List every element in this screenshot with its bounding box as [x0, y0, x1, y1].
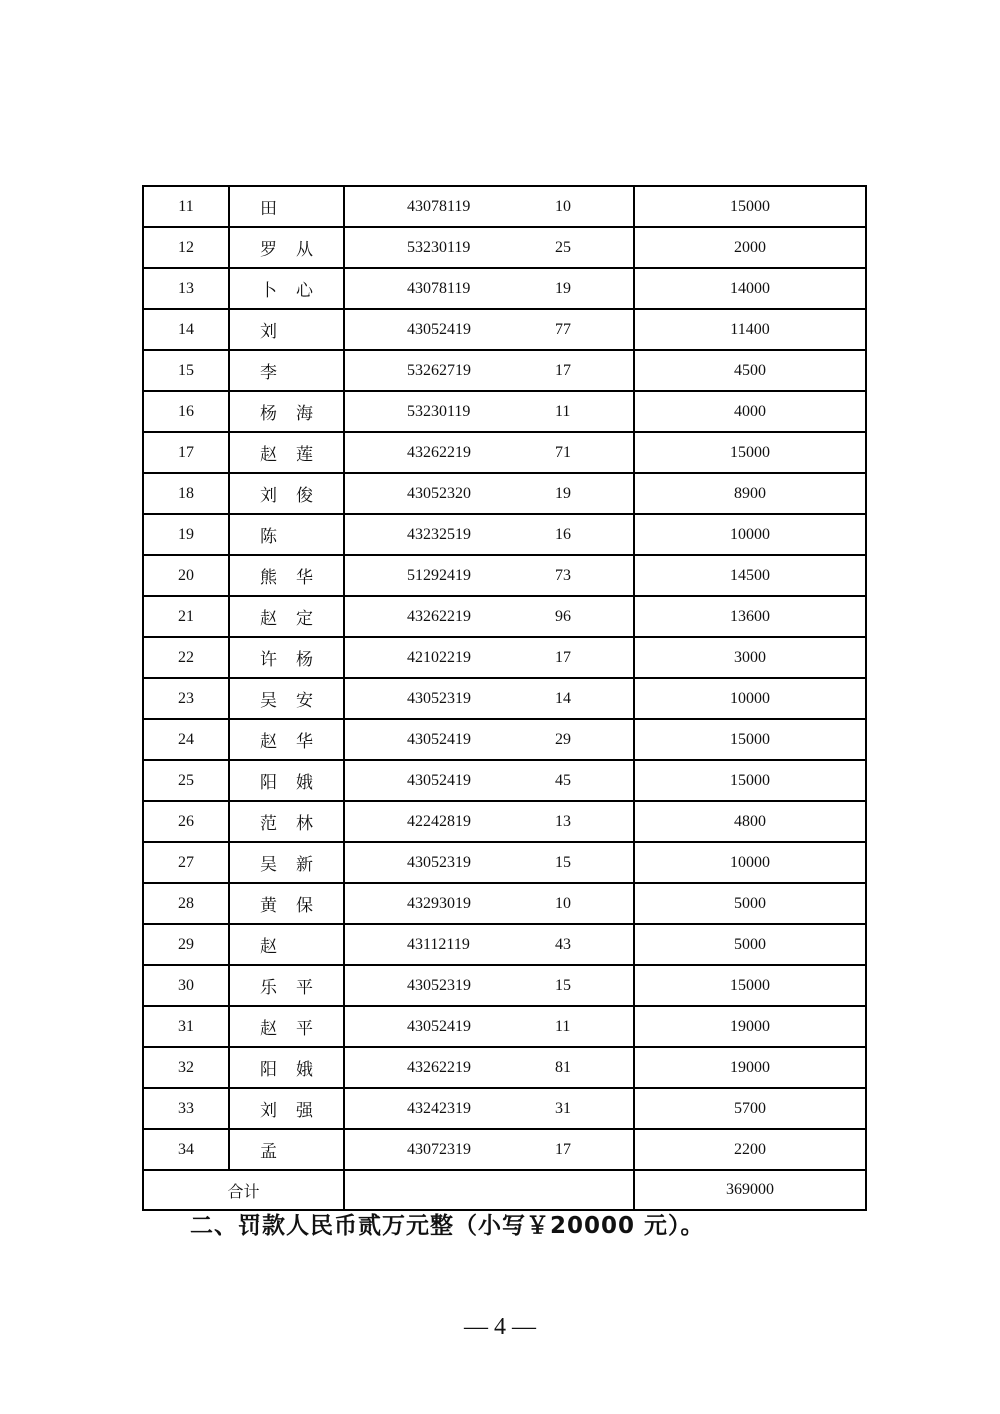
id-suffix: 29: [555, 730, 571, 748]
name-char: 赵: [260, 445, 277, 465]
table-row: [143, 1088, 866, 1129]
redaction-gap: [483, 719, 555, 760]
id-number: 53230119: [407, 238, 471, 256]
name-char: 刘: [260, 322, 277, 342]
amount: 8900: [634, 473, 866, 514]
id-age-cell: [344, 637, 634, 678]
person-name: [229, 596, 344, 637]
total-amount: 369000: [634, 1170, 866, 1210]
id-suffix: 15: [555, 976, 571, 994]
amount: 10000: [634, 514, 866, 555]
table-row: [143, 227, 866, 268]
name-char: 华: [296, 568, 313, 588]
redaction-gap: [483, 1088, 555, 1129]
id-number: 43262219: [407, 443, 471, 461]
total-label: 合计: [143, 1170, 344, 1210]
row-number: 25: [143, 760, 229, 801]
amount: 4500: [634, 350, 866, 391]
table-row: [143, 1006, 866, 1047]
redaction-gap: [483, 514, 555, 555]
name-char: 乐: [260, 978, 277, 998]
name-char: 刘: [260, 1101, 277, 1121]
table-row: [143, 1047, 866, 1088]
person-name: [229, 965, 344, 1006]
name-char: 莲: [296, 445, 313, 465]
person-name: [229, 350, 344, 391]
table-row: [143, 1129, 866, 1170]
id-age-cell: [344, 1047, 634, 1088]
name-char: 黄: [260, 896, 277, 916]
id-suffix: 71: [555, 443, 571, 461]
fine-statement: 二、罚款人民币贰万元整（小写￥20000 元）。: [190, 1213, 705, 1239]
id-suffix: 15: [555, 853, 571, 871]
amount: 19000: [634, 1006, 866, 1047]
id-age-cell: [344, 965, 634, 1006]
redaction-gap: [483, 842, 555, 883]
redaction-gap: [483, 678, 555, 719]
row-number: 23: [143, 678, 229, 719]
id-age-cell: [344, 801, 634, 842]
amount: 14500: [634, 555, 866, 596]
redaction-gap: [483, 555, 555, 596]
id-suffix: 13: [555, 812, 571, 830]
name-char: 罗: [260, 240, 277, 260]
id-age-cell: [344, 842, 634, 883]
id-suffix: 17: [555, 1140, 571, 1158]
amount: 15000: [634, 432, 866, 473]
row-number: 14: [143, 309, 229, 350]
id-number: 51292419: [407, 566, 471, 584]
id-number: 43052419: [407, 320, 471, 338]
name-char: 华: [296, 732, 313, 752]
table-row: [143, 637, 866, 678]
id-number: 43242319: [407, 1099, 471, 1117]
name-char: 赵: [260, 937, 277, 957]
id-age-cell: [344, 514, 634, 555]
name-char: 娥: [296, 773, 313, 793]
table-row: [143, 965, 866, 1006]
redaction-gap: [483, 350, 555, 391]
id-number: 43262219: [407, 607, 471, 625]
table-row: [143, 555, 866, 596]
id-number: 43078119: [407, 279, 471, 297]
id-number: 43052419: [407, 1017, 471, 1035]
id-suffix: 19: [555, 279, 571, 297]
id-number: 43052319: [407, 976, 471, 994]
id-number: 53262719: [407, 361, 471, 379]
name-char: 赵: [260, 1019, 277, 1039]
redaction-gap: [483, 637, 555, 678]
id-age-cell: [344, 924, 634, 965]
name-char: 心: [296, 281, 313, 301]
id-suffix: 31: [555, 1099, 571, 1117]
page-number: — 4 —: [464, 1314, 536, 1340]
id-age-cell: [344, 391, 634, 432]
person-name: [229, 678, 344, 719]
row-number: 28: [143, 883, 229, 924]
name-char: 强: [296, 1101, 313, 1121]
row-number: 12: [143, 227, 229, 268]
row-number: 22: [143, 637, 229, 678]
redaction-gap: [483, 227, 555, 268]
penalty-table: [142, 185, 867, 1211]
amount: 15000: [634, 186, 866, 227]
id-number: 43072319: [407, 1140, 471, 1158]
id-age-cell: [344, 473, 634, 514]
name-char: 卜: [260, 281, 277, 301]
name-char: 田: [260, 199, 277, 219]
name-char: 安: [296, 691, 313, 711]
name-char: 新: [296, 855, 313, 875]
id-number: 43052419: [407, 730, 471, 748]
person-name: [229, 1088, 344, 1129]
row-number: 13: [143, 268, 229, 309]
table-row: [143, 883, 866, 924]
id-number: 43052419: [407, 771, 471, 789]
id-number: 43052319: [407, 853, 471, 871]
redaction-gap: [483, 801, 555, 842]
row-number: 11: [143, 186, 229, 227]
table-body: [143, 186, 866, 1170]
amount: 19000: [634, 1047, 866, 1088]
id-suffix: 19: [555, 484, 571, 502]
id-age-cell: [344, 1129, 634, 1170]
id-number: 43232519: [407, 525, 471, 543]
person-name: [229, 760, 344, 801]
id-number: 53230119: [407, 402, 471, 420]
amount: 3000: [634, 637, 866, 678]
person-name: [229, 719, 344, 760]
id-number: 42242819: [407, 812, 471, 830]
row-number: 16: [143, 391, 229, 432]
redaction-gap: [483, 1047, 555, 1088]
name-char: 海: [296, 404, 313, 424]
name-char: 俊: [296, 486, 313, 506]
id-suffix: 16: [555, 525, 571, 543]
person-name: [229, 186, 344, 227]
person-name: [229, 391, 344, 432]
amount: 4000: [634, 391, 866, 432]
amount: 15000: [634, 760, 866, 801]
table-row: [143, 350, 866, 391]
table-row: [143, 801, 866, 842]
person-name: [229, 432, 344, 473]
name-char: 杨: [296, 650, 313, 670]
id-age-cell: [344, 1006, 634, 1047]
id-number: 43052319: [407, 689, 471, 707]
amount: 4800: [634, 801, 866, 842]
name-char: 赵: [260, 732, 277, 752]
id-age-cell: [344, 596, 634, 637]
person-name: [229, 801, 344, 842]
id-age-cell: [344, 268, 634, 309]
table-row: [143, 514, 866, 555]
id-age-cell: [344, 432, 634, 473]
id-suffix: 81: [555, 1058, 571, 1076]
row-number: 15: [143, 350, 229, 391]
name-char: 娥: [296, 1060, 313, 1080]
redaction-gap: [483, 473, 555, 514]
name-char: 孟: [260, 1142, 277, 1162]
name-char: 李: [260, 363, 277, 383]
name-char: 平: [296, 1019, 313, 1039]
id-age-cell: [344, 1088, 634, 1129]
redaction-gap: [483, 596, 555, 637]
row-number: 29: [143, 924, 229, 965]
person-name: [229, 842, 344, 883]
name-char: 范: [260, 814, 277, 834]
row-number: 24: [143, 719, 229, 760]
amount: 14000: [634, 268, 866, 309]
name-char: 从: [296, 240, 313, 260]
person-name: [229, 1047, 344, 1088]
person-name: [229, 268, 344, 309]
id-age-cell: [344, 760, 634, 801]
table-row: [143, 596, 866, 637]
id-suffix: 14: [555, 689, 571, 707]
row-number: 21: [143, 596, 229, 637]
table-row: [143, 760, 866, 801]
person-name: [229, 1006, 344, 1047]
amount: 15000: [634, 719, 866, 760]
amount: 11400: [634, 309, 866, 350]
redaction-gap: [483, 391, 555, 432]
id-number: 43262219: [407, 1058, 471, 1076]
id-suffix: 73: [555, 566, 571, 584]
name-char: 陈: [260, 527, 277, 547]
amount: 13600: [634, 596, 866, 637]
redaction-gap: [483, 1129, 555, 1170]
id-number: 43078119: [407, 197, 471, 215]
id-suffix: 25: [555, 238, 571, 256]
total-row: [143, 1170, 866, 1210]
id-suffix: 10: [555, 894, 571, 912]
id-age-cell: [344, 555, 634, 596]
id-number: 43052320: [407, 484, 471, 502]
row-number: 30: [143, 965, 229, 1006]
person-name: [229, 309, 344, 350]
redaction-gap: [483, 924, 555, 965]
row-number: 27: [143, 842, 229, 883]
row-number: 33: [143, 1088, 229, 1129]
table-row: [143, 924, 866, 965]
name-char: 吴: [260, 855, 277, 875]
name-char: 熊: [260, 568, 277, 588]
name-char: 刘: [260, 486, 277, 506]
redaction-gap: [483, 965, 555, 1006]
amount: 2000: [634, 227, 866, 268]
row-number: 26: [143, 801, 229, 842]
redaction-gap: [483, 268, 555, 309]
redaction-gap: [483, 309, 555, 350]
name-char: 定: [296, 609, 313, 629]
id-suffix: 10: [555, 197, 571, 215]
person-name: [229, 514, 344, 555]
name-char: 平: [296, 978, 313, 998]
table-row: [143, 473, 866, 514]
row-number: 34: [143, 1129, 229, 1170]
table-row: [143, 719, 866, 760]
table-row: [143, 186, 866, 227]
id-suffix: 77: [555, 320, 571, 338]
redaction-gap: [483, 186, 555, 227]
id-age-cell: [344, 186, 634, 227]
redaction-gap: [483, 1006, 555, 1047]
row-number: 20: [143, 555, 229, 596]
id-suffix: 96: [555, 607, 571, 625]
redaction-gap: [483, 760, 555, 801]
id-number: 43112119: [407, 935, 470, 953]
name-char: 吴: [260, 691, 277, 711]
id-age-cell: [344, 227, 634, 268]
table-row: [143, 432, 866, 473]
amount: 2200: [634, 1129, 866, 1170]
table-row: [143, 391, 866, 432]
name-char: 赵: [260, 609, 277, 629]
amount: 5000: [634, 924, 866, 965]
person-name: [229, 227, 344, 268]
row-number: 19: [143, 514, 229, 555]
amount: 15000: [634, 965, 866, 1006]
redaction-gap: [483, 883, 555, 924]
table-row: [143, 842, 866, 883]
name-char: 杨: [260, 404, 277, 424]
table-row: [143, 678, 866, 719]
amount: 5700: [634, 1088, 866, 1129]
id-number: 42102219: [407, 648, 471, 666]
name-char: 保: [296, 896, 313, 916]
id-age-cell: [344, 309, 634, 350]
redaction-gap: [483, 432, 555, 473]
name-char: 阳: [260, 1060, 277, 1080]
id-age-cell: [344, 350, 634, 391]
person-name: [229, 473, 344, 514]
amount: 5000: [634, 883, 866, 924]
table-row: [143, 309, 866, 350]
row-number: 17: [143, 432, 229, 473]
row-number: 31: [143, 1006, 229, 1047]
id-age-cell: [344, 678, 634, 719]
person-name: [229, 883, 344, 924]
id-suffix: 43: [555, 935, 571, 953]
person-name: [229, 637, 344, 678]
id-suffix: 45: [555, 771, 571, 789]
id-suffix: 11: [555, 402, 571, 420]
person-name: [229, 555, 344, 596]
id-age-cell: [344, 719, 634, 760]
name-char: 许: [260, 650, 277, 670]
table-row: [143, 268, 866, 309]
id-suffix: 17: [555, 648, 571, 666]
row-number: 32: [143, 1047, 229, 1088]
id-suffix: 11: [555, 1017, 571, 1035]
total-empty-cell: [344, 1170, 634, 1210]
name-char: 阳: [260, 773, 277, 793]
id-age-cell: [344, 883, 634, 924]
id-number: 43293019: [407, 894, 471, 912]
name-char: 林: [296, 814, 313, 834]
row-number: 18: [143, 473, 229, 514]
amount: 10000: [634, 678, 866, 719]
amount: 10000: [634, 842, 866, 883]
person-name: [229, 1129, 344, 1170]
person-name: [229, 924, 344, 965]
id-suffix: 17: [555, 361, 571, 379]
